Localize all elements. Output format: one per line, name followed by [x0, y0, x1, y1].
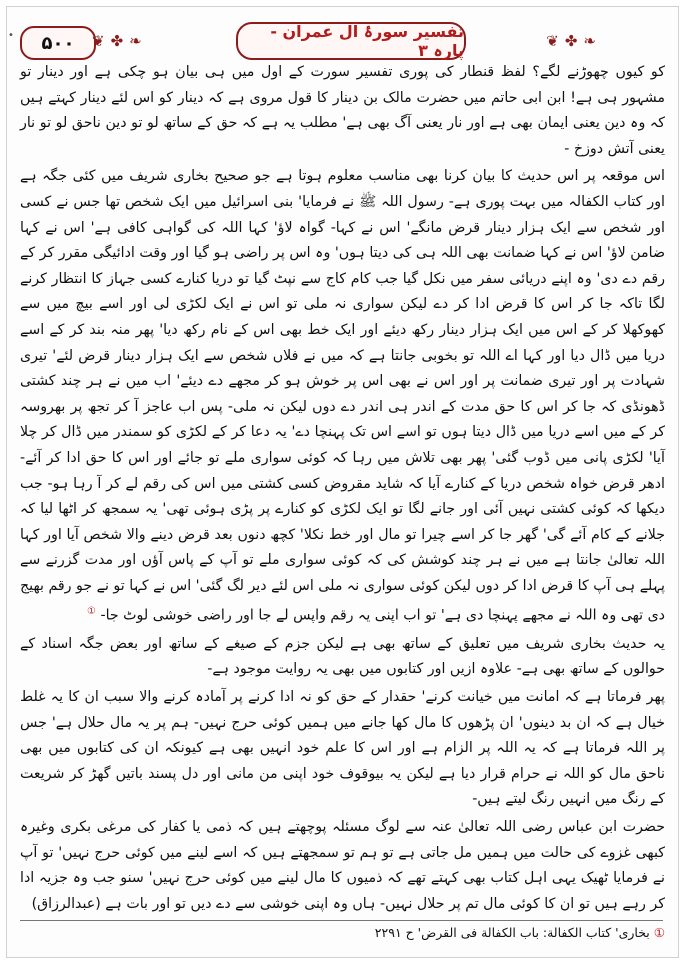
footnote-number-icon: ①	[653, 925, 665, 940]
page-number-box	[20, 26, 96, 60]
page-header	[6, 20, 672, 64]
footnote-text: بخاری' کتاب الکفالة: باب الکفالة فی القرض' ح ۲۲۹۱	[374, 925, 650, 940]
paragraph	[20, 164, 665, 629]
paragraph: حضرت ابن عباس رضی اللہ تعالیٰ عنہ سے لوگ مسئلہ پوچھتے ہیں کہ ذمی یا کفار کی مرغی بکری وغیرہ کبھی غزوے کی حالت میں ہمیں مل جاتی ہے تو ہم تو سمجھتے ہیں کہ اسے لینے میں کوئی حرج نہیں' تو آپ نے فرمایا ٹھیک یہی اہل کتاب بھی کہتے تھے کہ ذمیوں کا مال لینے میں کوئی حرج نہیں' سنو جب وہ جزیہ ادا کر رہے ہیں تو ان کا کوئی مال تم پر حلال نہیں- ہاں وہ اپنی خوشی سے دے دیں تو اور بات ہے (عبدالرزاق)	[20, 818, 665, 912]
footnote-reference-icon[interactable]: ①	[86, 606, 96, 618]
ornament-left-icon: ❦✤❧	[92, 32, 148, 50]
paragraph: پھر فرماتا ہے کہ امانت میں خیانت کرنے' حقدار کے حق کو نہ ادا کرنے پر آمادہ کرنے والا سبب ان کا یہ غلط خیال ہے کہ ان بد دینوں' ان پڑھوں کا مال کھا جانے میں ہمیں کوئی حرج نہیں- ہم پر یہ مال حلال ہے' جس پر اللہ فرماتا ہے کہ یہ اللہ پر الزام ہے اور اس کا علم خود انہیں بھی ہے کیونکہ ان کی کتابوں میں بھی ناحق مال کو اللہ نے حرام قرار دیا ہے لیکن یہ بیوقوف خود اپنی من مانی اور دل پسند باتیں گھڑ کر شریعت کے رنگ میں انہیں رنگ لیتے ہیں-	[20, 688, 665, 808]
running-title-box	[236, 22, 466, 60]
margin-mark: •	[8, 30, 14, 41]
paragraph: کو کیوں چھوڑنے لگے؟ لفظ قنطار کی پوری تفسیر سورت کے اول میں ہی بیان ہو چکی ہے اور دینار تو مشہور ہی ہے! ابن ابی حاتم میں حضرت مالک بن دینار کا قول مروی ہے کہ دینار کو اس لئے دینار کہتے ہیں کہ وہ دین یعنی ایمان بھی ہے اور نار یعنی آگ بھی ہے' مطلب یہ ہے کہ حق کے ساتھ لو تو دین ناحق لو تو نار یعنی آتش دوزخ -	[20, 64, 665, 157]
running-title: تفسیر سورۂ آل عمران - پارہ ۳	[270, 22, 464, 60]
paragraph-text: اس موقعہ پر اس حدیث کا بیان کرنا بھی مناسب معلوم ہوتا ہے جو صحیح بخاری شریف میں کئی جگہ ہے اور کتاب الکفالہ میں بہت پوری ہے- رسول اللہ ﷺ نے فرمایا' بنی اسرائیل میں ایک شخص تھا جس نے کسی اور شخص سے ایک ہزار دینار قرض مانگے' اس نے کہا- گواہ لاؤ' کہا اللہ کی گواہی کافی ہے' اس نے کہا ضامن لاؤ' اس نے کہا ضمانت بھی اللہ ہی کی دیتا ہوں' وہ اس پر راضی ہو گیا اور وقت ادائیگی مقرر کر کے رقم دے دی' وہ اپنے دریائی سفر میں نکل گیا جب کام کاج سے نپٹ گیا تو دریا کنارے کسی جہاز کا انتظار کرنے لگا تاکہ جا کر اس کا قرض ادا کر دے لیکن سواری نہ ملی تو اس نے ایک لکڑی لی اور اسے بیچ میں سے کھوکھلا کر کے اس میں ایک ہزار دینار رکھ دیئے اور ایک خط بھی اس کے نام رکھ دیا' پھر منہ بند کر کے اسے دریا میں ڈال دیا اور کہا اے اللہ تو بخوبی جانتا ہے کہ میں نے فلاں شخص سے ایک ہزار دینار قرض لئے' تیری شہادت پر اور تیری ضمانت پر اور اس نے بھی اس پر خوش ہو کر مجھے دے دیئے' اب میں نے ہر چند کشتی ڈھونڈی کہ جا کر اس کا حق مدت کے اندر ہی اندر دے دوں لیکن نہ ملی- پس اب عاجز آ کر تجھ پر بھروسہ کر کے میں اسے دریا میں ڈال دیتا ہوں تو اسے اس تک پہنچا دے' یہ دعا کر کے لکڑی کو سمندر میں ڈال کر چلا آیا' لکڑی پانی میں ڈوب گئی' پھر بھی تلاش میں رہا کہ کوئی سواری ملے تو جائے اور اس کا حق ادا کر آئے- ادھر قرض خواہ شخص دریا کے کنارے آیا کہ شاید مقروض کسی کشتی میں اس کی رقم لے کر آ رہا ہو- جب دیکھا کہ کوئی کشتی نہیں آئی اور جانے لگا تو ایک لکڑی کو کنارے پر پڑی ہوئی تھی' یہ سمجھ کر اٹھا لیا کہ جلانے کے کام آئے گی' گھر جا کر اسے چیرا تو مال اور خط نکلا' کچھ دنوں بعد قرض دینے والا شخص آیا اور کہا اللہ تعالیٰ جانتا ہے میں نے ہر چند کوشش کی کہ کوئی سواری ملے تو آپ کے پاس آؤں اور مدت گزرنے سے پہلے ہی آپ کا قرض ادا کر دوں لیکن کوئی سواری نہ ملی اس لئے دیر لگ گئی' اس نے کہا تو نے جو رقم بھیج دی تھی وہ اللہ نے مجھے پہنچا دی ہے' تو اب اپنی یہ رقم واپس لے جا اور راضی خوشی لوٹ جا-	[20, 168, 665, 625]
main-text	[20, 60, 665, 919]
footnote	[20, 925, 665, 940]
ornament-right-icon: ❦✤❧	[546, 32, 602, 50]
page-number: ۵۰۰	[41, 32, 75, 54]
footnote-divider	[20, 920, 663, 921]
paragraph: یہ حدیث بخاری شریف میں تعلیق کے ساتھ بھی ہے لیکن جزم کے صیغے کے ساتھ اور بعض جگہ اسناد کے حوالوں کے ساتھ بھی ہے- علاوہ ازیں اور کتابوں میں بھی یہ روایت موجود ہے-	[20, 635, 665, 678]
